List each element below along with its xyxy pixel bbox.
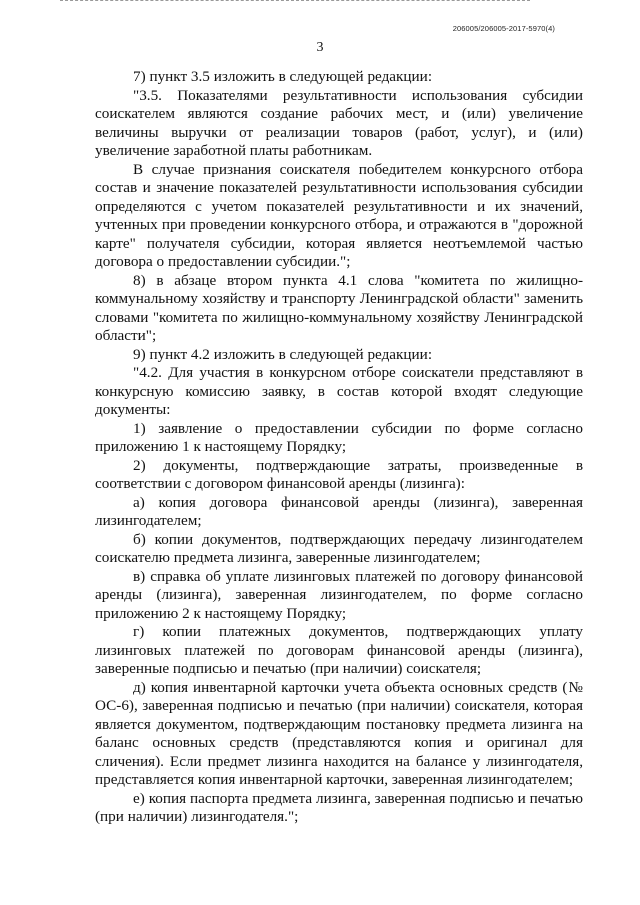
- paragraph-item-9: 9) пункт 4.2 изложить в следующей редакции:: [133, 345, 433, 363]
- list-item-d: д) копия инвентарной карточки учета объекта основных средств (№ ОС-6), заверенная подписью и печатью (при наличии) соискателя, которая является документом, подтверждающим постановку предмета лизинга на баланс основных средств (представляются копия и оригинал для сличения). Если предмет лизинга находится на балансе у лизингодателя, представляется копия инвентарной карточки, заверенная лизингодателем;: [95, 678, 583, 788]
- paragraph-clause-4-2: "4.2. Для участия в конкурсном отборе соискатели представляют в конкурсную комиссию заявку, в состав которой входят следующие документы:: [95, 364, 583, 418]
- list-item-e: е) копия паспорта предмета лизинга, заверенная подписью и печатью (при наличии) лизингодателя.";: [95, 789, 583, 825]
- list-item-a: а) копия договора финансовой аренды (лизинга), заверенная лизингодателем;: [95, 493, 583, 529]
- paragraph-winner-indicators: В случае признания соискателя победителем конкурсного отбора состав и значение показателей результативности использования субсидии определяются с учетом показателей результативности и их значений, учтенных при проведении конкурсного отбора, и отражаются в "дорожной карте" получателя субсидии, которая является неотъемлемой частью договора о предоставлении субсидии.";: [95, 160, 583, 270]
- paragraph-clause-3-5: "3.5. Показателями результативности использования субсидии соискателем являются создание рабочих мест, и (или) увеличение величины выручки от реализации товаров (работ, услуг), и (или) увеличение заработной платы работникам.: [95, 86, 583, 159]
- top-scan-rule: [60, 0, 530, 2]
- page-number: 3: [316, 40, 324, 55]
- document-body: [95, 68, 583, 827]
- list-item-b: б) копии документов, подтверждающих передачу лизингодателем соискателю предмета лизинга, заверенные лизингодателем;: [95, 530, 583, 566]
- document-id: 206005/206005-2017-5970(4): [452, 24, 555, 33]
- list-item-2: 2) документы, подтверждающие затраты, произведенные в соответствии с договором финансовой аренды (лизинга):: [95, 456, 583, 492]
- paragraph-item-8: 8) в абзаце втором пункта 4.1 слова "комитета по жилищно-коммунальному хозяйству и транспорту Ленинградской области" заменить словами "комитета по жилищно-коммунальному хозяйству Ленинградской области";: [95, 271, 583, 344]
- list-item-g: г) копии платежных документов, подтверждающих уплату лизинговых платежей по договорам финансовой аренды (лизинга), заверенные подписью и печатью (при наличии) соискателя;: [95, 623, 583, 677]
- paragraph-item-7: 7) пункт 3.5 изложить в следующей редакции:: [133, 68, 433, 85]
- list-item-v: в) справка об уплате лизинговых платежей по договору финансовой аренды (лизинга), заверенная лизингодателем, по форме согласно приложению 2 к настоящему Порядку;: [95, 567, 583, 622]
- list-item-1: 1) заявление о предоставлении субсидии по форме согласно приложению 1 к настоящему Порядку;: [95, 419, 583, 455]
